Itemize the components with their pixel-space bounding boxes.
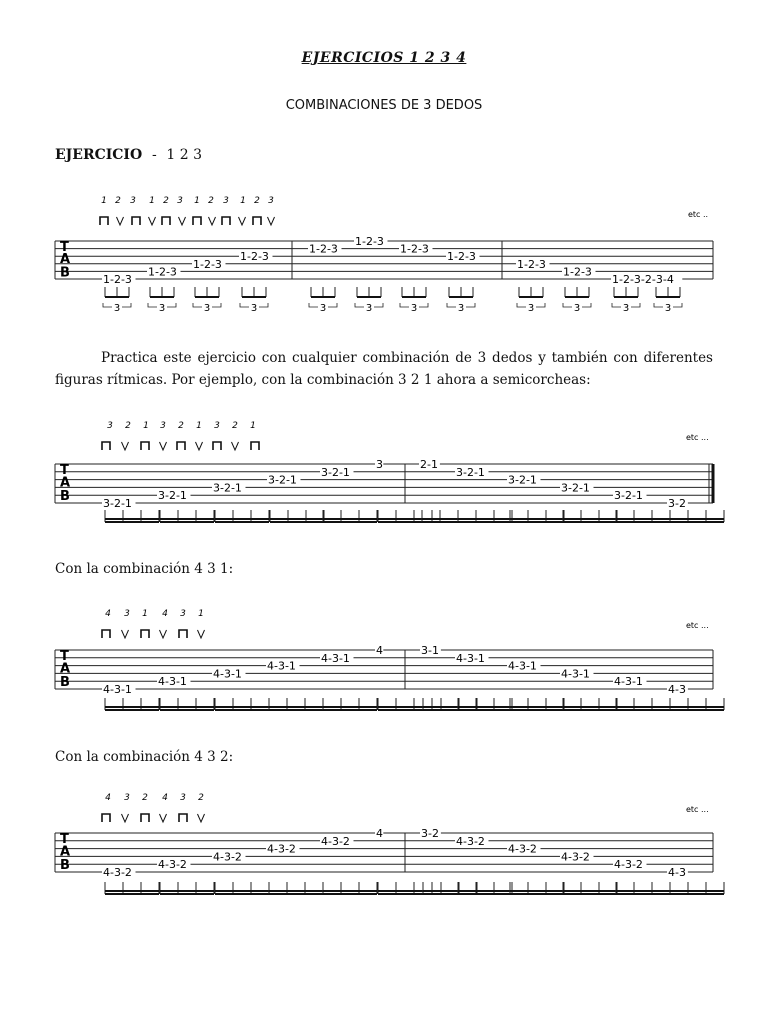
- tab-numbers: 3-2-1: [614, 489, 643, 503]
- triplet-bracket: [193, 303, 202, 307]
- fingering-number: 2: [198, 793, 204, 803]
- tab-staff-ex432: [0, 782, 768, 922]
- tab-numbers: 4-3-1: [321, 651, 350, 665]
- fingering-number: 3: [124, 793, 130, 803]
- triplet-bracket: [122, 303, 131, 307]
- triplet-bracket: [212, 303, 221, 307]
- tab-numbers: 4: [376, 827, 383, 840]
- fingering-number: 3: [180, 609, 186, 619]
- downstroke-icon: [100, 217, 108, 225]
- tab-numbers: 4-3-1: [456, 651, 485, 665]
- tab-numbers: 3-2: [668, 497, 686, 510]
- triplet-label: 3: [113, 303, 121, 314]
- fingering-number: 3: [130, 196, 136, 206]
- fingering-number: 4: [162, 609, 168, 619]
- tab-numbers: 1-2-3: [309, 242, 338, 256]
- tab-numbers: 2-1: [420, 458, 438, 471]
- downstroke-icon: [132, 217, 140, 225]
- triplet-label: 3: [527, 303, 535, 314]
- tab-numbers: 4-3-1: [614, 675, 643, 689]
- triplet-bracket: [240, 303, 249, 307]
- triplet-bracket: [612, 303, 621, 307]
- fingering-number: 2: [125, 421, 131, 431]
- tab-clef-letter: A: [60, 661, 71, 677]
- tab-numbers: 3-2-1: [103, 497, 132, 510]
- tab-clef-letter: B: [60, 675, 70, 691]
- triplet-label: 3: [457, 303, 465, 314]
- tab-numbers: 4-3-2: [321, 834, 350, 848]
- tab-numbers: 4-3-2: [158, 858, 187, 872]
- triplet-bracket: [259, 303, 268, 307]
- tab-numbers: 1-2-3: [563, 265, 592, 279]
- tab-clef-letter: A: [60, 844, 71, 860]
- fingering-number: 2: [232, 421, 238, 431]
- page-title: EJERCICIOS 1 2 3 4: [301, 50, 467, 66]
- tab-numbers: 4-3-1: [561, 667, 590, 681]
- caption-431: Con la combinación 4 3 1:: [55, 561, 234, 577]
- fingering-number: 1: [196, 421, 202, 431]
- upstroke-icon: [160, 814, 167, 822]
- triplet-bracket: [517, 303, 526, 307]
- triplet-bracket: [447, 303, 456, 307]
- downstroke-icon: [222, 217, 230, 225]
- triplet-label: 3: [410, 303, 418, 314]
- triplet-bracket: [103, 303, 112, 307]
- tab-numbers: 1-2-3: [355, 235, 384, 248]
- downstroke-icon: [102, 814, 110, 822]
- triplet-label: 3: [203, 303, 211, 314]
- triplet-label: 3: [664, 303, 672, 314]
- tab-numbers: 1-2-3: [447, 250, 476, 264]
- tab-numbers: 4-3-2: [456, 834, 485, 848]
- fingering-number: 3: [223, 196, 229, 206]
- fingering-number: 3: [180, 793, 186, 803]
- tab-numbers: 4-3: [668, 866, 686, 879]
- triplet-label: 3: [622, 303, 630, 314]
- fingering-number: 4: [105, 609, 111, 619]
- fingering-number: 2: [142, 793, 148, 803]
- fingering-number: 3: [214, 421, 220, 431]
- triplet-label: 3: [365, 303, 373, 314]
- triplet-bracket: [536, 303, 545, 307]
- upstroke-icon: [149, 217, 156, 225]
- downstroke-icon: [102, 630, 110, 638]
- triplet-bracket: [466, 303, 475, 307]
- fingering-number: 3: [107, 421, 113, 431]
- upstroke-icon: [179, 217, 186, 225]
- fingering-number: 3: [177, 196, 183, 206]
- upstroke-icon: [122, 814, 129, 822]
- exercise-heading-label: EJERCICIO: [55, 147, 143, 163]
- tab-clef-letter: A: [60, 252, 71, 268]
- tab-numbers: 1-2-3: [193, 257, 222, 271]
- tab-numbers: 4-3-2: [561, 850, 590, 864]
- fingering-number: 2: [178, 421, 184, 431]
- triplet-label: 3: [250, 303, 258, 314]
- triplet-label: 3: [573, 303, 581, 314]
- downstroke-icon: [179, 814, 187, 822]
- etc-label: etc ...: [686, 621, 709, 630]
- tab-numbers: 3-2-1: [508, 473, 537, 487]
- tab-numbers: 3-2: [421, 827, 439, 840]
- fingering-number: 2: [254, 196, 260, 206]
- downstroke-icon: [162, 217, 170, 225]
- downstroke-icon: [253, 217, 261, 225]
- downstroke-icon: [141, 442, 149, 450]
- tab-staff-ex431: [0, 598, 768, 738]
- tab-numbers: 3: [376, 458, 383, 471]
- tab-numbers: 3-1: [421, 644, 439, 657]
- tab-numbers: 3-2-1: [321, 465, 350, 479]
- tab-numbers: 4-3-1: [213, 667, 242, 681]
- tab-numbers: 4-3-2: [267, 842, 296, 856]
- triplet-bracket: [309, 303, 318, 307]
- triplet-bracket: [419, 303, 428, 307]
- tab-numbers: 1-2-3: [148, 265, 177, 279]
- upstroke-icon: [122, 630, 129, 638]
- exercise-heading: [55, 147, 202, 163]
- fingering-number: 3: [124, 609, 130, 619]
- triplet-bracket: [167, 303, 176, 307]
- etc-label: etc ...: [686, 805, 709, 814]
- tab-staff-ex123: [0, 185, 768, 335]
- tab-numbers: 3-2-1: [213, 481, 242, 495]
- fingering-number: 3: [268, 196, 274, 206]
- tab-numbers: 1-2-3: [103, 273, 132, 286]
- upstroke-icon: [160, 442, 167, 450]
- downstroke-icon: [193, 217, 201, 225]
- fingering-number: 1: [240, 196, 246, 206]
- upstroke-icon: [268, 217, 275, 225]
- tab-clef-letter: A: [60, 475, 71, 491]
- fingering-number: 4: [105, 793, 111, 803]
- exercise-heading-dash: -: [151, 147, 157, 163]
- tab-numbers: 4-3-1: [508, 659, 537, 673]
- tab-numbers: 1-2-3: [400, 242, 429, 256]
- fingering-number: 1: [149, 196, 155, 206]
- tab-numbers: 1-2-3-2-3-4: [612, 273, 674, 286]
- fingering-number: 2: [163, 196, 169, 206]
- downstroke-icon: [177, 442, 185, 450]
- fingering-number: 3: [160, 421, 166, 431]
- downstroke-icon: [251, 442, 259, 450]
- triplet-label: 3: [158, 303, 166, 314]
- downstroke-icon: [213, 442, 221, 450]
- triplet-bracket: [374, 303, 383, 307]
- triplet-bracket: [563, 303, 572, 307]
- tab-numbers: 3-2-1: [561, 481, 590, 495]
- upstroke-icon: [117, 217, 124, 225]
- downstroke-icon: [141, 630, 149, 638]
- tab-numbers: 4-3-1: [267, 659, 296, 673]
- tab-numbers: 1-2-3: [517, 257, 546, 271]
- triplet-bracket: [631, 303, 640, 307]
- triplet-bracket: [673, 303, 682, 307]
- triplet-bracket: [654, 303, 663, 307]
- fingering-number: 1: [143, 421, 149, 431]
- tab-numbers: 4: [376, 644, 383, 657]
- upstroke-icon: [198, 814, 205, 822]
- upstroke-icon: [160, 630, 167, 638]
- tab-numbers: 3-2-1: [456, 465, 485, 479]
- tab-clef-letter: B: [60, 489, 70, 505]
- fingering-number: 1: [101, 196, 107, 206]
- triplet-bracket: [400, 303, 409, 307]
- exercise-heading-numbers: 1 2 3: [166, 147, 203, 163]
- tab-numbers: 1-2-3: [240, 250, 269, 264]
- page-subtitle: COMBINACIONES DE 3 DEDOS: [285, 98, 483, 113]
- upstroke-icon: [122, 442, 129, 450]
- fingering-number: 4: [162, 793, 168, 803]
- triplet-bracket: [582, 303, 591, 307]
- tab-numbers: 4-3-2: [103, 866, 132, 879]
- tab-staff-ex321: [0, 410, 768, 550]
- fingering-number: 1: [250, 421, 256, 431]
- tab-clef-letter: T: [60, 463, 69, 478]
- upstroke-icon: [239, 217, 246, 225]
- tab-numbers: 3-2-1: [158, 489, 187, 503]
- tab-numbers: 4-3-2: [213, 850, 242, 864]
- tab-clef-letter: T: [60, 240, 69, 255]
- downstroke-icon: [179, 630, 187, 638]
- fingering-number: 1: [142, 609, 148, 619]
- tab-clef-letter: B: [60, 858, 70, 874]
- tab-clef-letter: T: [60, 649, 69, 664]
- triplet-bracket: [148, 303, 157, 307]
- downstroke-icon: [141, 814, 149, 822]
- fingering-number: 2: [115, 196, 121, 206]
- tab-clef-letter: T: [60, 832, 69, 847]
- upstroke-icon: [196, 442, 203, 450]
- tab-numbers: 4-3-2: [614, 858, 643, 872]
- triplet-label: 3: [319, 303, 327, 314]
- fingering-number: 1: [194, 196, 200, 206]
- tab-numbers: 4-3-1: [103, 683, 132, 696]
- triplet-bracket: [328, 303, 337, 307]
- upstroke-icon: [198, 630, 205, 638]
- downstroke-icon: [102, 442, 110, 450]
- upstroke-icon: [209, 217, 216, 225]
- tab-numbers: 4-3-2: [508, 842, 537, 856]
- etc-label: etc ...: [686, 433, 709, 442]
- fingering-number: 2: [208, 196, 214, 206]
- tab-numbers: 4-3-1: [158, 675, 187, 689]
- tab-numbers: 3-2-1: [268, 473, 297, 487]
- tab-numbers: 4-3: [668, 683, 686, 696]
- triplet-bracket: [355, 303, 364, 307]
- fingering-number: 1: [198, 609, 204, 619]
- etc-label: etc ..: [688, 210, 709, 219]
- caption-432: Con la combinación 4 3 2:: [55, 749, 234, 765]
- tab-clef-letter: B: [60, 265, 70, 281]
- upstroke-icon: [232, 442, 239, 450]
- instruction-paragraph: Practica este ejercicio con cualquier combinación de 3 dedos y también con diferentes figuras rítmicas. Por ejemplo, con la combinación 3 2 1 ahora a semicorcheas:: [55, 350, 713, 388]
